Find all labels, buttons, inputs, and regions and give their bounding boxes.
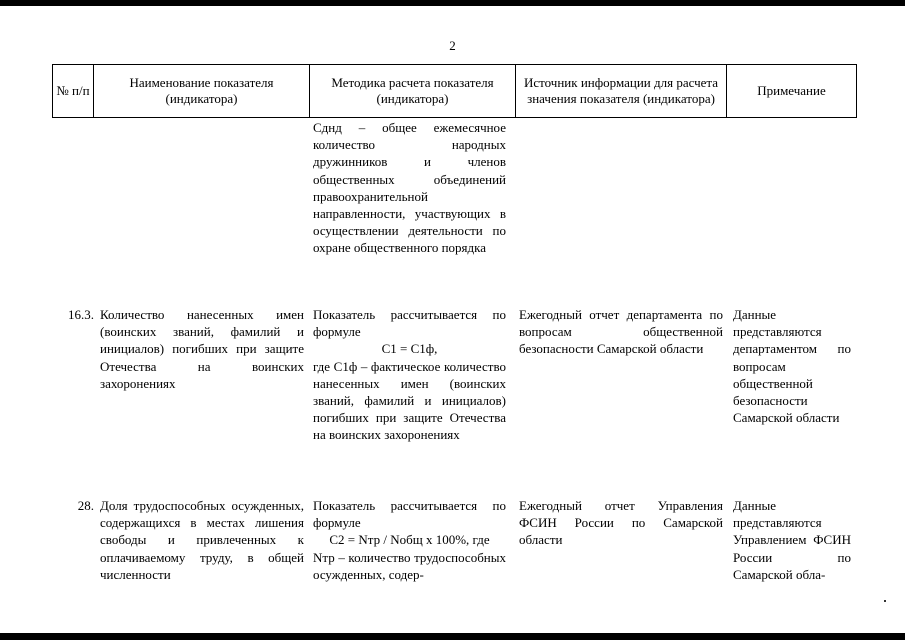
method-formula: C2 = Nтр / Nобщ x 100%, где xyxy=(329,532,490,548)
header-source: Источник информации для расчета значения показателя (индикатора) xyxy=(516,65,727,118)
row-num: 28. xyxy=(77,498,94,513)
row-method xyxy=(313,306,506,444)
continuation-method: Сднд – общее ежемесячное количество народных дружинников и членов общественных объединений правоохранительной направленности, участвующих в осуществлении деятельности по охране общественного порядка xyxy=(313,120,506,256)
row-num: 16.3. xyxy=(68,307,94,322)
scan-dot xyxy=(884,600,886,602)
row-source: Ежегодный отчет Управления ФСИН России по Самарской области xyxy=(519,498,723,548)
header-name: Наименование показателя (индикатора) xyxy=(94,65,310,118)
row-note: Данные представляются департаментом по вопросам общественной безопасности Самарской области xyxy=(733,307,851,426)
row-indicator-name: Количество нанесенных имен (воинских званий, фамилий и инициалов) погибших при защите Отечества на воинских захоронениях xyxy=(100,307,304,391)
table-header xyxy=(52,64,857,118)
method-description: Nтр – количество трудоспособных осужденных, содер- xyxy=(313,549,506,582)
page-number: 2 xyxy=(449,38,456,53)
row-method xyxy=(313,497,506,583)
method-description: где C1ф – фактическое количество нанесенных имен (воинских званий, фамилий и инициалов) погибших при защите Отечества на воинских захоронениях xyxy=(313,358,506,443)
row-note: Данные представляются Управлением ФСИН России по Самарской обла- xyxy=(733,498,851,582)
top-border-bar xyxy=(0,0,905,6)
bottom-border-bar xyxy=(0,633,905,640)
row-source: Ежегодный отчет департамента по вопросам общественной безопасности Самарской области xyxy=(519,307,723,357)
header-note: Примечание xyxy=(727,65,857,118)
header-num: № п/п xyxy=(53,65,94,118)
method-intro: Показатель рассчитывается по формуле xyxy=(313,498,506,531)
row-indicator-name: Доля трудоспособных осужденных, содержащихся в местах лишения свободы и привлеченных к оплачиваемому труду, в общей численности xyxy=(100,498,304,582)
header-method: Методика расчета показателя (индикатора) xyxy=(310,65,516,118)
method-formula: C1 = C1ф, xyxy=(381,341,438,357)
method-intro: Показатель рассчитывается по формуле xyxy=(313,307,506,340)
